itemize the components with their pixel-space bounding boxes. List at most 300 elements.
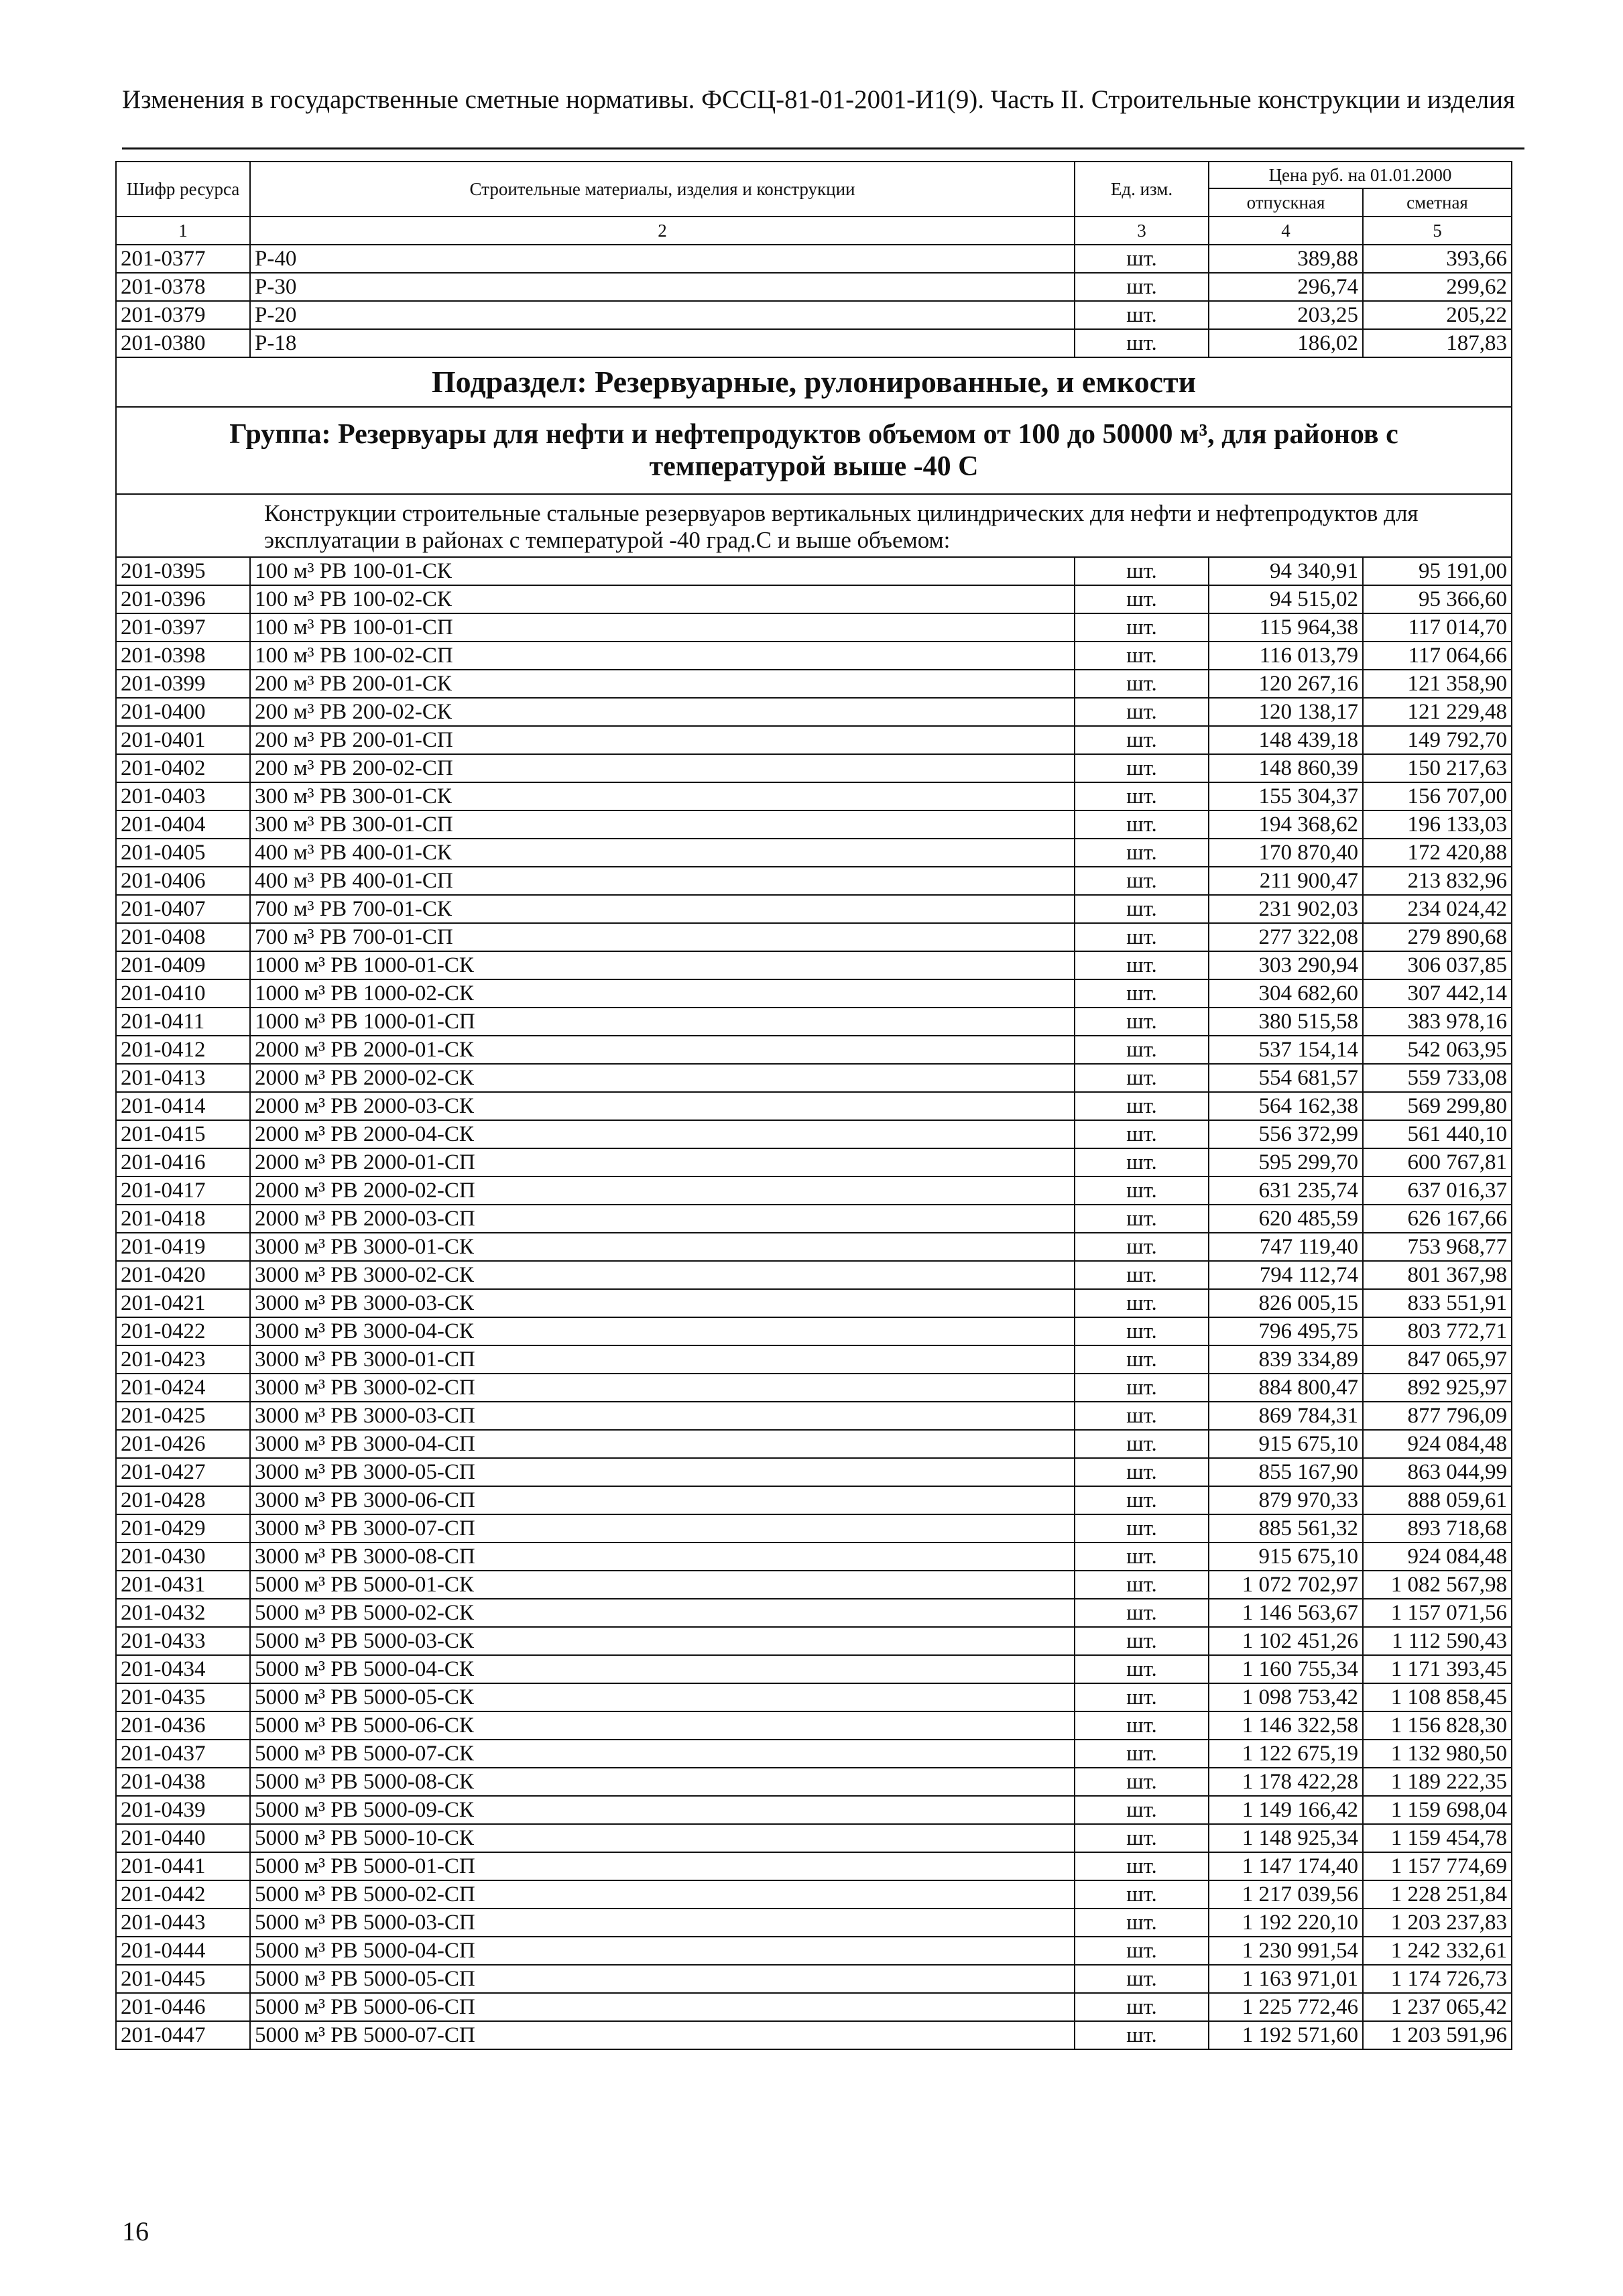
name-cell: 5000 м³ РВ 5000-06-СП	[250, 1993, 1075, 2021]
estimate-price-cell: 1 171 393,45	[1363, 1655, 1512, 1683]
release-price-cell: 794 112,74	[1209, 1261, 1363, 1289]
estimate-price-cell: 196 133,03	[1363, 810, 1512, 839]
release-price-cell: 120 267,16	[1209, 670, 1363, 698]
estimate-price-cell: 1 242 332,61	[1363, 1937, 1512, 1965]
release-price-cell: 211 900,47	[1209, 867, 1363, 895]
code-cell: 201-0423	[116, 1345, 250, 1374]
code-cell: 201-0416	[116, 1148, 250, 1176]
code-cell: 201-0445	[116, 1965, 250, 1993]
table-row	[116, 698, 1512, 726]
table-row	[116, 273, 1512, 301]
table-row	[116, 1683, 1512, 1711]
unit-cell: шт.	[1075, 1965, 1209, 1993]
code-cell: 201-0441	[116, 1852, 250, 1880]
code-cell: 201-0422	[116, 1317, 250, 1345]
estimate-price-cell: 801 367,98	[1363, 1261, 1512, 1289]
code-cell: 201-0421	[116, 1289, 250, 1317]
unit-cell: шт.	[1075, 839, 1209, 867]
code-cell: 201-0406	[116, 867, 250, 895]
release-price-cell: 595 299,70	[1209, 1148, 1363, 1176]
code-cell: 201-0399	[116, 670, 250, 698]
table-row	[116, 979, 1512, 1008]
table-row	[116, 1514, 1512, 1543]
release-price-cell: 1 230 991,54	[1209, 1937, 1363, 1965]
estimate-price-cell: 561 440,10	[1363, 1120, 1512, 1148]
release-price-cell: 1 147 174,40	[1209, 1852, 1363, 1880]
column-number-row	[116, 217, 1512, 245]
name-cell: 1000 м³ РВ 1000-02-СК	[250, 979, 1075, 1008]
unit-cell: шт.	[1075, 1937, 1209, 1965]
estimate-price-cell: 877 796,09	[1363, 1402, 1512, 1430]
subsection-title-row	[116, 357, 1512, 407]
code-cell: 201-0398	[116, 642, 250, 670]
estimate-price-cell: 569 299,80	[1363, 1092, 1512, 1120]
release-price-cell: 94 515,02	[1209, 585, 1363, 613]
estimate-price-cell: 893 718,68	[1363, 1514, 1512, 1543]
release-price-cell: 554 681,57	[1209, 1064, 1363, 1092]
code-cell: 201-0430	[116, 1543, 250, 1571]
estimate-price-cell: 1 112 590,43	[1363, 1627, 1512, 1655]
unit-cell: шт.	[1075, 1571, 1209, 1599]
estimate-price-cell: 149 792,70	[1363, 726, 1512, 754]
table-row	[116, 1599, 1512, 1627]
column-header-price: Цена руб. на 01.01.2000	[1209, 162, 1512, 188]
table-row	[116, 1289, 1512, 1317]
release-price-cell: 747 119,40	[1209, 1233, 1363, 1261]
name-cell: 700 м³ РВ 700-01-СП	[250, 923, 1075, 951]
estimate-price-cell: 803 772,71	[1363, 1317, 1512, 1345]
unit-cell: шт.	[1075, 1374, 1209, 1402]
name-cell: Р-40	[250, 245, 1075, 273]
estimate-price-cell: 117 064,66	[1363, 642, 1512, 670]
release-price-cell: 537 154,14	[1209, 1036, 1363, 1064]
estimate-price-cell: 121 358,90	[1363, 670, 1512, 698]
code-cell: 201-0425	[116, 1402, 250, 1430]
unit-cell: шт.	[1075, 613, 1209, 642]
code-cell: 201-0413	[116, 1064, 250, 1092]
document-header: Изменения в государственные сметные нормативы. ФССЦ-81-01-2001-И1(9). Часть II. Строительные конструкции и изделия	[122, 85, 1515, 114]
table-row	[116, 1008, 1512, 1036]
table-row	[116, 1374, 1512, 1402]
table-row	[116, 1402, 1512, 1430]
estimate-price-cell: 95 191,00	[1363, 557, 1512, 585]
release-price-cell: 1 217 039,56	[1209, 1880, 1363, 1909]
name-cell: 5000 м³ РВ 5000-03-СК	[250, 1627, 1075, 1655]
column-number: 1	[116, 217, 250, 245]
estimate-price-cell: 279 890,68	[1363, 923, 1512, 951]
name-cell: 5000 м³ РВ 5000-05-СП	[250, 1965, 1075, 1993]
table-row	[116, 1064, 1512, 1092]
table-row	[116, 1852, 1512, 1880]
code-cell: 201-0444	[116, 1937, 250, 1965]
release-price-cell: 631 235,74	[1209, 1176, 1363, 1205]
name-cell: 5000 м³ РВ 5000-05-СК	[250, 1683, 1075, 1711]
release-price-cell: 879 970,33	[1209, 1486, 1363, 1514]
table-row	[116, 1036, 1512, 1064]
unit-cell: шт.	[1075, 1627, 1209, 1655]
release-price-cell: 155 304,37	[1209, 782, 1363, 810]
estimate-price-cell: 1 157 071,56	[1363, 1599, 1512, 1627]
unit-cell: шт.	[1075, 754, 1209, 782]
name-cell: 200 м³ РВ 200-02-СП	[250, 754, 1075, 782]
column-header-unit: Ед. изм.	[1075, 162, 1209, 217]
code-cell: 201-0434	[116, 1655, 250, 1683]
estimate-price-cell: 383 978,16	[1363, 1008, 1512, 1036]
header-rule	[122, 147, 1524, 149]
name-cell: 5000 м³ РВ 5000-04-СП	[250, 1937, 1075, 1965]
code-cell: 201-0404	[116, 810, 250, 839]
name-cell: 300 м³ РВ 300-01-СП	[250, 810, 1075, 839]
code-cell: 201-0401	[116, 726, 250, 754]
name-cell: 100 м³ РВ 100-01-СК	[250, 557, 1075, 585]
name-cell: 5000 м³ РВ 5000-01-СК	[250, 1571, 1075, 1599]
estimate-price-cell: 833 551,91	[1363, 1289, 1512, 1317]
estimate-price-cell: 637 016,37	[1363, 1176, 1512, 1205]
name-cell: 3000 м³ РВ 3000-01-СК	[250, 1233, 1075, 1261]
code-cell: 201-0411	[116, 1008, 250, 1036]
name-cell: 3000 м³ РВ 3000-05-СП	[250, 1458, 1075, 1486]
release-price-cell: 304 682,60	[1209, 979, 1363, 1008]
release-price-cell: 148 439,18	[1209, 726, 1363, 754]
table-row	[116, 726, 1512, 754]
release-price-cell: 1 122 675,19	[1209, 1740, 1363, 1768]
unit-cell: шт.	[1075, 923, 1209, 951]
price-table-body	[116, 162, 1512, 2049]
table-row	[116, 1120, 1512, 1148]
column-number: 2	[250, 217, 1075, 245]
name-cell: 5000 м³ РВ 5000-07-СП	[250, 2021, 1075, 2049]
unit-cell: шт.	[1075, 670, 1209, 698]
name-cell: 100 м³ РВ 100-02-СП	[250, 642, 1075, 670]
code-cell: 201-0427	[116, 1458, 250, 1486]
code-cell: 201-0424	[116, 1374, 250, 1402]
table-row	[116, 1571, 1512, 1599]
group-description-row	[116, 494, 1512, 557]
name-cell: 2000 м³ РВ 2000-02-СП	[250, 1176, 1075, 1205]
unit-cell: шт.	[1075, 329, 1209, 357]
code-cell: 201-0443	[116, 1909, 250, 1937]
code-cell: 201-0412	[116, 1036, 250, 1064]
unit-cell: шт.	[1075, 1317, 1209, 1345]
table-row	[116, 782, 1512, 810]
name-cell: 5000 м³ РВ 5000-01-СП	[250, 1852, 1075, 1880]
table-row	[116, 1768, 1512, 1796]
estimate-price-cell: 299,62	[1363, 273, 1512, 301]
unit-cell: шт.	[1075, 698, 1209, 726]
name-cell: 5000 м³ РВ 5000-09-СК	[250, 1796, 1075, 1824]
group-title-row	[116, 407, 1512, 494]
name-cell: Р-18	[250, 329, 1075, 357]
unit-cell: шт.	[1075, 1768, 1209, 1796]
name-cell: Р-30	[250, 273, 1075, 301]
column-header-estimate: сметная	[1363, 188, 1512, 217]
estimate-price-cell: 1 159 454,78	[1363, 1824, 1512, 1852]
table-row	[116, 1740, 1512, 1768]
release-price-cell: 380 515,58	[1209, 1008, 1363, 1036]
estimate-price-cell: 1 108 858,45	[1363, 1683, 1512, 1711]
name-cell: 1000 м³ РВ 1000-01-СП	[250, 1008, 1075, 1036]
unit-cell: шт.	[1075, 1008, 1209, 1036]
unit-cell: шт.	[1075, 1064, 1209, 1092]
name-cell: 300 м³ РВ 300-01-СК	[250, 782, 1075, 810]
estimate-price-cell: 307 442,14	[1363, 979, 1512, 1008]
unit-cell: шт.	[1075, 273, 1209, 301]
code-cell: 201-0400	[116, 698, 250, 726]
name-cell: 3000 м³ РВ 3000-06-СП	[250, 1486, 1075, 1514]
table-row	[116, 1458, 1512, 1486]
code-cell: 201-0402	[116, 754, 250, 782]
unit-cell: шт.	[1075, 1740, 1209, 1768]
release-price-cell: 277 322,08	[1209, 923, 1363, 951]
code-cell: 201-0433	[116, 1627, 250, 1655]
table-row	[116, 1148, 1512, 1176]
code-cell: 201-0431	[116, 1571, 250, 1599]
release-price-cell: 115 964,38	[1209, 613, 1363, 642]
table-row	[116, 1711, 1512, 1740]
code-cell: 201-0417	[116, 1176, 250, 1205]
code-cell: 201-0378	[116, 273, 250, 301]
release-price-cell: 194 368,62	[1209, 810, 1363, 839]
code-cell: 201-0432	[116, 1599, 250, 1627]
unit-cell: шт.	[1075, 642, 1209, 670]
unit-cell: шт.	[1075, 1655, 1209, 1683]
table-row	[116, 557, 1512, 585]
estimate-price-cell: 1 156 828,30	[1363, 1711, 1512, 1740]
estimate-price-cell: 1 189 222,35	[1363, 1768, 1512, 1796]
estimate-price-cell: 1 157 774,69	[1363, 1852, 1512, 1880]
table-row	[116, 867, 1512, 895]
estimate-price-cell: 1 082 567,98	[1363, 1571, 1512, 1599]
release-price-cell: 869 784,31	[1209, 1402, 1363, 1430]
estimate-price-cell: 172 420,88	[1363, 839, 1512, 867]
code-cell: 201-0395	[116, 557, 250, 585]
code-cell: 201-0407	[116, 895, 250, 923]
name-cell: 1000 м³ РВ 1000-01-СК	[250, 951, 1075, 979]
estimate-price-cell: 393,66	[1363, 245, 1512, 273]
unit-cell: шт.	[1075, 895, 1209, 923]
unit-cell: шт.	[1075, 245, 1209, 273]
table-row	[116, 1937, 1512, 1965]
release-price-cell: 389,88	[1209, 245, 1363, 273]
table-row	[116, 1233, 1512, 1261]
release-price-cell: 1 192 571,60	[1209, 2021, 1363, 2049]
estimate-price-cell: 205,22	[1363, 301, 1512, 329]
table-row	[116, 810, 1512, 839]
release-price-cell: 1 225 772,46	[1209, 1993, 1363, 2021]
column-header-name: Строительные материалы, изделия и конструкции	[250, 162, 1075, 217]
column-number: 4	[1209, 217, 1363, 245]
table-row	[116, 1205, 1512, 1233]
code-cell: 201-0428	[116, 1486, 250, 1514]
unit-cell: шт.	[1075, 1036, 1209, 1064]
release-price-cell: 303 290,94	[1209, 951, 1363, 979]
table-row	[116, 1430, 1512, 1458]
unit-cell: шт.	[1075, 1148, 1209, 1176]
estimate-price-cell: 542 063,95	[1363, 1036, 1512, 1064]
estimate-price-cell: 924 084,48	[1363, 1543, 1512, 1571]
table-row	[116, 1909, 1512, 1937]
unit-cell: шт.	[1075, 1824, 1209, 1852]
estimate-price-cell: 306 037,85	[1363, 951, 1512, 979]
table-row	[116, 1176, 1512, 1205]
unit-cell: шт.	[1075, 1261, 1209, 1289]
release-price-cell: 915 675,10	[1209, 1430, 1363, 1458]
release-price-cell: 94 340,91	[1209, 557, 1363, 585]
name-cell: 3000 м³ РВ 3000-07-СП	[250, 1514, 1075, 1543]
release-price-cell: 796 495,75	[1209, 1317, 1363, 1345]
table-row	[116, 329, 1512, 357]
estimate-price-cell: 1 203 237,83	[1363, 1909, 1512, 1937]
column-header-code: Шифр ресурса	[116, 162, 250, 217]
estimate-price-cell: 95 366,60	[1363, 585, 1512, 613]
estimate-price-cell: 559 733,08	[1363, 1064, 1512, 1092]
estimate-price-cell: 117 014,70	[1363, 613, 1512, 642]
name-cell: 2000 м³ РВ 2000-01-СП	[250, 1148, 1075, 1176]
unit-cell: шт.	[1075, 1880, 1209, 1909]
code-cell: 201-0396	[116, 585, 250, 613]
estimate-price-cell: 753 968,77	[1363, 1233, 1512, 1261]
table-row	[116, 670, 1512, 698]
release-price-cell: 231 902,03	[1209, 895, 1363, 923]
estimate-price-cell: 892 925,97	[1363, 1374, 1512, 1402]
name-cell: 3000 м³ РВ 3000-04-СП	[250, 1430, 1075, 1458]
unit-cell: шт.	[1075, 1514, 1209, 1543]
name-cell: 2000 м³ РВ 2000-04-СК	[250, 1120, 1075, 1148]
release-price-cell: 1 098 753,42	[1209, 1683, 1363, 1711]
table-row	[116, 839, 1512, 867]
release-price-cell: 1 149 166,42	[1209, 1796, 1363, 1824]
estimate-price-cell: 1 203 591,96	[1363, 2021, 1512, 2049]
name-cell: 400 м³ РВ 400-01-СП	[250, 867, 1075, 895]
group-title: Группа: Резервуары для нефти и нефтепродуктов объемом от 100 до 50000 м³, для районов с температурой выше -40 С	[116, 407, 1512, 494]
release-price-cell: 1 072 702,97	[1209, 1571, 1363, 1599]
name-cell: 100 м³ РВ 100-02-СК	[250, 585, 1075, 613]
table-row	[116, 754, 1512, 782]
code-cell: 201-0446	[116, 1993, 250, 2021]
name-cell: 3000 м³ РВ 3000-02-СК	[250, 1261, 1075, 1289]
unit-cell: шт.	[1075, 1092, 1209, 1120]
name-cell: 5000 м³ РВ 5000-03-СП	[250, 1909, 1075, 1937]
table-row	[116, 895, 1512, 923]
code-cell: 201-0377	[116, 245, 250, 273]
estimate-price-cell: 626 167,66	[1363, 1205, 1512, 1233]
code-cell: 201-0379	[116, 301, 250, 329]
unit-cell: шт.	[1075, 979, 1209, 1008]
release-price-cell: 1 160 755,34	[1209, 1655, 1363, 1683]
unit-cell: шт.	[1075, 1711, 1209, 1740]
unit-cell: шт.	[1075, 557, 1209, 585]
release-price-cell: 855 167,90	[1209, 1458, 1363, 1486]
estimate-price-cell: 1 174 726,73	[1363, 1965, 1512, 1993]
name-cell: 2000 м³ РВ 2000-03-СП	[250, 1205, 1075, 1233]
release-price-cell: 620 485,59	[1209, 1205, 1363, 1233]
code-cell: 201-0418	[116, 1205, 250, 1233]
unit-cell: шт.	[1075, 1430, 1209, 1458]
table-row	[116, 301, 1512, 329]
unit-cell: шт.	[1075, 1458, 1209, 1486]
name-cell: 3000 м³ РВ 3000-01-СП	[250, 1345, 1075, 1374]
estimate-price-cell: 1 159 698,04	[1363, 1796, 1512, 1824]
release-price-cell: 1 148 925,34	[1209, 1824, 1363, 1852]
release-price-cell: 186,02	[1209, 329, 1363, 357]
unit-cell: шт.	[1075, 1683, 1209, 1711]
estimate-price-cell: 1 228 251,84	[1363, 1880, 1512, 1909]
unit-cell: шт.	[1075, 1120, 1209, 1148]
release-price-cell: 148 860,39	[1209, 754, 1363, 782]
name-cell: 3000 м³ РВ 3000-03-СП	[250, 1402, 1075, 1430]
name-cell: 2000 м³ РВ 2000-03-СК	[250, 1092, 1075, 1120]
code-cell: 201-0410	[116, 979, 250, 1008]
code-cell: 201-0419	[116, 1233, 250, 1261]
unit-cell: шт.	[1075, 585, 1209, 613]
table-row	[116, 1092, 1512, 1120]
name-cell: 200 м³ РВ 200-01-СК	[250, 670, 1075, 698]
release-price-cell: 564 162,38	[1209, 1092, 1363, 1120]
release-price-cell: 1 146 563,67	[1209, 1599, 1363, 1627]
table-row	[116, 1627, 1512, 1655]
code-cell: 201-0405	[116, 839, 250, 867]
unit-cell: шт.	[1075, 1402, 1209, 1430]
estimate-price-cell: 1 237 065,42	[1363, 1993, 1512, 2021]
name-cell: 5000 м³ РВ 5000-06-СК	[250, 1711, 1075, 1740]
release-price-cell: 120 138,17	[1209, 698, 1363, 726]
code-cell: 201-0440	[116, 1824, 250, 1852]
release-price-cell: 826 005,15	[1209, 1289, 1363, 1317]
release-price-cell: 203,25	[1209, 301, 1363, 329]
code-cell: 201-0442	[116, 1880, 250, 1909]
code-cell: 201-0447	[116, 2021, 250, 2049]
release-price-cell: 884 800,47	[1209, 1374, 1363, 1402]
unit-cell: шт.	[1075, 810, 1209, 839]
code-cell: 201-0414	[116, 1092, 250, 1120]
name-cell: 2000 м³ РВ 2000-01-СК	[250, 1036, 1075, 1064]
code-cell: 201-0420	[116, 1261, 250, 1289]
estimate-price-cell: 600 767,81	[1363, 1148, 1512, 1176]
estimate-price-cell: 150 217,63	[1363, 754, 1512, 782]
name-cell: 3000 м³ РВ 3000-02-СП	[250, 1374, 1075, 1402]
name-cell: 2000 м³ РВ 2000-02-СК	[250, 1064, 1075, 1092]
name-cell: 100 м³ РВ 100-01-СП	[250, 613, 1075, 642]
table-row	[116, 1543, 1512, 1571]
code-cell: 201-0403	[116, 782, 250, 810]
unit-cell: шт.	[1075, 1205, 1209, 1233]
code-cell: 201-0438	[116, 1768, 250, 1796]
estimate-price-cell: 156 707,00	[1363, 782, 1512, 810]
release-price-cell: 296,74	[1209, 273, 1363, 301]
unit-cell: шт.	[1075, 1345, 1209, 1374]
code-cell: 201-0397	[116, 613, 250, 642]
table-row	[116, 1880, 1512, 1909]
name-cell: 3000 м³ РВ 3000-08-СП	[250, 1543, 1075, 1571]
estimate-price-cell: 187,83	[1363, 329, 1512, 357]
code-cell: 201-0436	[116, 1711, 250, 1740]
table-row	[116, 1824, 1512, 1852]
name-cell: 5000 м³ РВ 5000-04-СК	[250, 1655, 1075, 1683]
name-cell: 700 м³ РВ 700-01-СК	[250, 895, 1075, 923]
code-cell: 201-0437	[116, 1740, 250, 1768]
table-row	[116, 1317, 1512, 1345]
name-cell: 200 м³ РВ 200-01-СП	[250, 726, 1075, 754]
code-cell: 201-0429	[116, 1514, 250, 1543]
unit-cell: шт.	[1075, 782, 1209, 810]
code-cell: 201-0415	[116, 1120, 250, 1148]
release-price-cell: 1 102 451,26	[1209, 1627, 1363, 1655]
table-row	[116, 923, 1512, 951]
unit-cell: шт.	[1075, 301, 1209, 329]
price-table	[115, 161, 1512, 2050]
name-cell: 5000 м³ РВ 5000-02-СК	[250, 1599, 1075, 1627]
release-price-cell: 839 334,89	[1209, 1345, 1363, 1374]
